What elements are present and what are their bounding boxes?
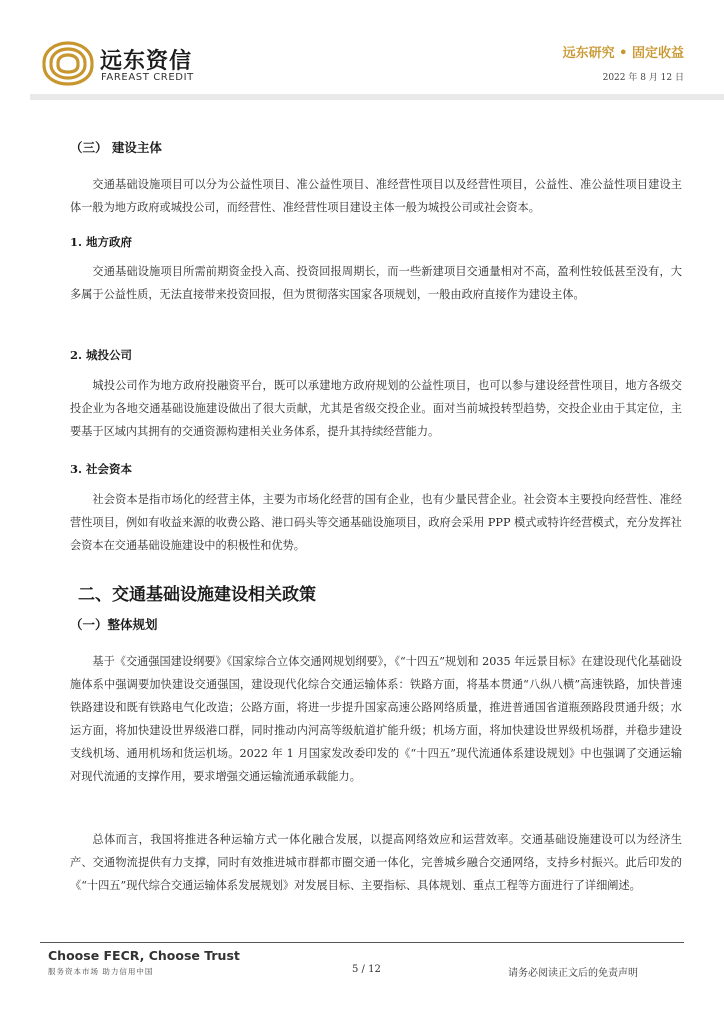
footer-tagline: 服务资本市场 助力信用中国 bbox=[48, 967, 154, 976]
paragraph-urban-investment: 城投公司作为地方政府投融资平台，既可以承建地方政府规划的公益性项目，也可以参与建设经营性项目，地方各级交投企业为各地交通基础设施建设做出了很大贡献，尤其是省级交投企业。面对当前城投转型趋势，交投企业由于其定位，主要基于区域内其拥有的交通资源构建相关业务体系，提升其持续经营能力。 bbox=[70, 379, 682, 438]
item-heading-local-government: 1. 地方政府 bbox=[70, 235, 133, 249]
paragraph-overall-planning-2: 总体而言，我国将推进各种运输方式一体化融合发展，以提高网络效应和运营效率。交通基础设施建设可以为经济生产、交通物流提供有力支撑，同时有效推进城市群都市圈交通一体化，完善城乡融合交通网络，支持乡村振兴。此后印发的《“十四五”现代综合交通运输体系发展规划》对发展目标、主要指标、具体规划、重点工程等方面进行了详细阐述。 bbox=[70, 833, 682, 892]
footer-slogan: Choose FECR, Choose Trust bbox=[48, 948, 240, 963]
footer-divider bbox=[40, 942, 684, 943]
item-heading-urban-investment: 2. 城投公司 bbox=[70, 348, 133, 362]
paragraph-local-government: 交通基础设施项目所需前期资金投入高、投资回报周期长，而一些新建项目交通量相对不高，盈利性较低甚至没有，大多属于公益性质，无法直接带来投资回报，但为贯彻落实国家各项规划，一般由政府直接作为建设主体。 bbox=[70, 265, 682, 301]
item-heading-social-capital: 3. 社会资本 bbox=[70, 462, 133, 476]
paragraph-social-capital: 社会资本是指市场化的经营主体，主要为市场化经营的国有企业，也有少量民营企业。社会资本主要投向经营性、准经营性项目，例如有收益来源的收费公路、港口码头等交通基础设施项目，政府会采用 PPP 模式或特许经营模式，充分发挥社会资本在交通基础设施建设中的积极性和优势。 bbox=[70, 493, 682, 552]
disclaimer-notice: 请务必阅读正文后的免责声明 bbox=[508, 968, 638, 979]
page-number: 5 / 12 bbox=[352, 964, 381, 975]
fareast-credit-logo-icon bbox=[40, 40, 96, 86]
header-divider bbox=[30, 94, 724, 100]
page-header bbox=[0, 0, 724, 100]
section-heading-construction-entities: （三） 建设主体 bbox=[70, 140, 162, 155]
section-heading-policies: 二、交通基础设施建设相关政策 bbox=[78, 585, 316, 605]
brand-name-en: FAREAST CREDIT bbox=[101, 72, 194, 83]
paragraph-construction-entities: 交通基础设施项目可以分为公益性项目、准公益性项目、准经营性项目以及经营性项目，公益性、准公益性项目建设主体一般为地方政府或城投公司，而经营性、准经营性项目建设主体一般为城投公司或社会资本。 bbox=[70, 178, 682, 214]
report-date: 2022 年 8 月 12 日 bbox=[602, 73, 684, 83]
paragraph-overall-planning-1: 基于《交通强国建设纲要》《国家综合立体交通网规划纲要》，《“十四五”规划和 2035 年远景目标》在建设现代化基础设施体系中强调要加快建设交通强国，建设现代化综合交通运输体系：铁路方面，将基本贯通“八纵八横”高速铁路，加快普速铁路建设和既有铁路电气化改造；公路方面，将进一步提升国家高速公路网络质量，推进普通国省道瓶颈路段贯通升级；水运方面，将加快建设世界级港口群，同时推动内河高等级航道扩能升级；机场方面，将加快建设世界级机场群，并稳步建设支线机场、通用机场和货运机场。2022 年 1 月国家发改委印发的《“十四五”现代流通体系建设规划》中也强调了交通运输对现代流通的支撑作用，要求增强交通运输流通承载能力。 bbox=[70, 655, 682, 783]
subsection-heading-overall-planning: （一）整体规划 bbox=[70, 617, 158, 632]
report-category: 远东研究 • 固定收益 bbox=[562, 46, 684, 61]
brand-name-cn: 远东资信 bbox=[100, 49, 193, 74]
